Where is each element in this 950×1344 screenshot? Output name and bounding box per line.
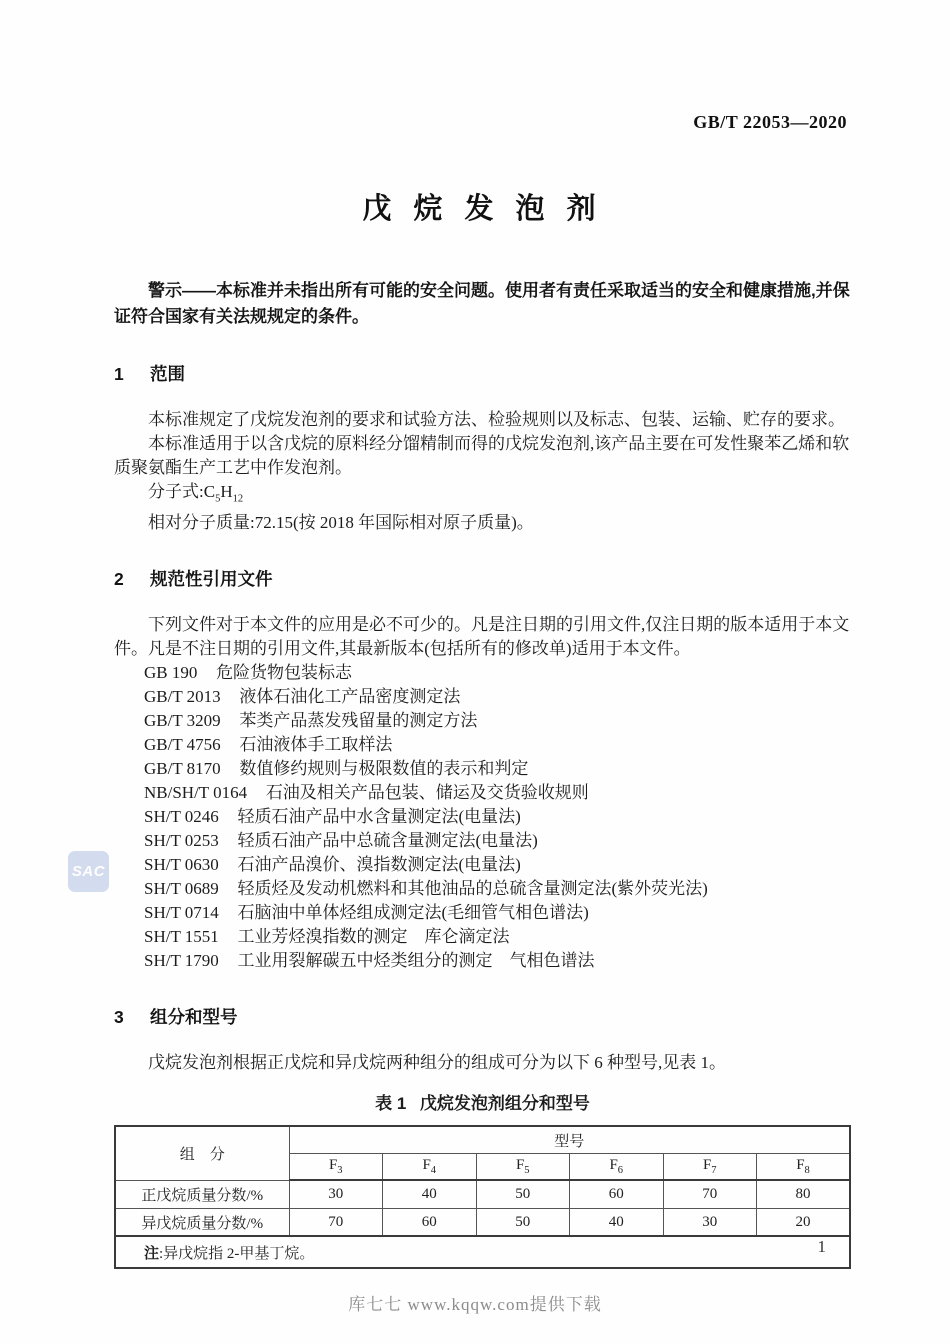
reference-code: NB/SH/T 0164 xyxy=(144,783,248,803)
reference-item xyxy=(114,733,851,757)
model-cell: $F_8$ xyxy=(757,1153,851,1180)
reference-item xyxy=(114,781,851,805)
table-note xyxy=(115,1236,850,1268)
reference-item xyxy=(114,709,851,733)
formula-c: C xyxy=(203,482,216,501)
section-1-paragraph-2: 本标准适用于以含戊烷的原料经分馏精制而得的戊烷发泡剂,该产品主要在可发性聚苯乙烯和软质聚氨酯生产工艺中作发泡剂。 xyxy=(114,434,850,477)
reference-item xyxy=(114,829,851,853)
molecular-mass: 相对分子质量:72.15(按 2018 年国际相对原子质量)。 xyxy=(148,513,534,533)
model-cell: $F_7$ xyxy=(663,1153,757,1180)
reference-code: SH/T 0246 xyxy=(144,807,219,827)
section-3-heading xyxy=(114,1004,851,1029)
sac-watermark-icon xyxy=(68,851,109,892)
formula-label: 分子式: xyxy=(148,482,204,501)
reference-code: SH/T 0714 xyxy=(144,903,219,923)
model-cell: $F_6$ xyxy=(570,1153,664,1180)
value-cell: 60 xyxy=(383,1208,477,1236)
section-1-title: 范围 xyxy=(149,364,185,384)
reference-title: 石油及相关产品包装、储运及交货验收规则 xyxy=(265,783,589,803)
molecular-formula xyxy=(114,480,851,511)
reference-code: GB 190 xyxy=(144,663,198,683)
table-1-caption-number: 表 1 xyxy=(375,1094,407,1114)
standard-number: GB/T 22053—2020 xyxy=(693,112,847,132)
page-number: 1 xyxy=(817,1237,826,1256)
reference-item xyxy=(114,925,851,949)
formula-h-subscript: 12 xyxy=(232,493,244,505)
table-header-component: 组 分 xyxy=(115,1126,289,1180)
value-cell: 70 xyxy=(289,1208,383,1236)
table-row xyxy=(115,1126,850,1153)
reference-title: 轻质石油产品中水含量测定法(电量法) xyxy=(237,807,521,827)
model-cell: $F_3$ xyxy=(289,1153,383,1180)
sac-watermark-label: SAC xyxy=(71,863,106,880)
reference-code: GB/T 3209 xyxy=(144,711,221,731)
reference-title: 苯类产品蒸发残留量的测定方法 xyxy=(239,711,478,731)
value-cell: 40 xyxy=(570,1208,664,1236)
warning-text: 警示——本标准并未指出所有可能的安全问题。使用者有责任采取适当的安全和健康措施,并保证符合国家有关法规规定的条件。 xyxy=(114,281,850,326)
value-cell: 60 xyxy=(570,1180,664,1208)
reference-code: GB/T 2013 xyxy=(144,687,221,707)
reference-title: 工业芳烃溴指数的测定 库仑滴定法 xyxy=(237,927,510,947)
reference-title: 液体石油化工产品密度测定法 xyxy=(239,687,461,707)
reference-title: 石脑油中单体烃组成测定法(毛细管气相色谱法) xyxy=(237,903,589,923)
reference-code: GB/T 8170 xyxy=(144,759,221,779)
section-3-number: 3 xyxy=(114,1007,124,1028)
document-title: 戊 烷 发 泡 剂 xyxy=(362,193,603,225)
reference-item xyxy=(114,661,851,685)
value-cell: 40 xyxy=(383,1180,477,1208)
row-label: 异戊烷质量分数/% xyxy=(115,1208,289,1236)
formula-h: H xyxy=(220,482,233,501)
reference-title: 危险货物包装标志 xyxy=(216,663,353,683)
section-2-title: 规范性引用文件 xyxy=(149,569,273,590)
value-cell: 30 xyxy=(663,1208,757,1236)
reference-title: 轻质石油产品中总硫含量测定法(电量法) xyxy=(237,831,538,851)
reference-title: 轻质烃及发动机燃料和其他油品的总硫含量测定法(紫外荧光法) xyxy=(237,879,708,899)
formula-c-subscript: 5 xyxy=(215,493,221,505)
reference-title: 工业用裂解碳五中烃类组分的测定 气相色谱法 xyxy=(237,951,595,971)
value-cell: 30 xyxy=(289,1180,383,1208)
reference-item xyxy=(114,805,851,829)
value-cell: 20 xyxy=(757,1208,851,1236)
section-2-intro: 下列文件对于本文件的应用是必不可少的。凡是注日期的引用文件,仅注日期的版本适用于本文件。凡是不注日期的引用文件,其最新版本(包括所有的修改单)适用于本文件。 xyxy=(114,615,850,659)
reference-code: GB/T 4756 xyxy=(144,735,221,755)
reference-title: 数值修约规则与极限数值的表示和判定 xyxy=(239,759,529,779)
section-2-heading xyxy=(114,566,851,591)
reference-item xyxy=(114,685,851,709)
value-cell: 50 xyxy=(476,1180,570,1208)
value-cell: 80 xyxy=(757,1180,851,1208)
table-1-caption xyxy=(114,1089,851,1114)
reference-item xyxy=(114,949,851,973)
document-content xyxy=(114,0,851,1269)
row-label: 正戊烷质量分数/% xyxy=(115,1180,289,1208)
reference-title: 石油产品溴价、溴指数测定法(电量法) xyxy=(237,855,521,875)
table-row xyxy=(115,1180,850,1208)
table-note-label: 注 xyxy=(144,1244,160,1262)
table-note-text: :异戊烷指 2-甲基丁烷。 xyxy=(159,1245,315,1262)
table-1 xyxy=(114,1125,851,1269)
reference-code: SH/T 0689 xyxy=(144,879,219,899)
reference-code: SH/T 0630 xyxy=(144,855,219,875)
section-3-title: 组分和型号 xyxy=(149,1007,238,1028)
model-cell: $F_4$ xyxy=(383,1153,477,1180)
table-header-model: 型号 xyxy=(289,1126,850,1153)
section-3-paragraph: 戊烷发泡剂根据正戊烷和异戊烷两种组分的组成可分为以下 6 种型号,见表 1。 xyxy=(148,1053,726,1073)
value-cell: 70 xyxy=(663,1180,757,1208)
section-1-heading xyxy=(114,361,851,386)
model-cell: $F_5$ xyxy=(476,1153,570,1180)
reference-item xyxy=(114,757,851,781)
table-row xyxy=(115,1208,850,1236)
reference-code: SH/T 1790 xyxy=(144,951,219,971)
reference-code: SH/T 1551 xyxy=(144,927,219,947)
section-1-paragraph-1: 本标准规定了戊烷发泡剂的要求和试验方法、检验规则以及标志、包装、运输、贮存的要求。 xyxy=(148,410,845,429)
table-row xyxy=(115,1236,850,1268)
value-cell: 50 xyxy=(476,1208,570,1236)
section-2-number: 2 xyxy=(114,569,124,590)
section-1-number: 1 xyxy=(114,364,124,384)
reference-item xyxy=(114,877,851,901)
reference-title: 石油液体手工取样法 xyxy=(239,735,393,755)
reference-code: SH/T 0253 xyxy=(144,831,219,851)
table-1-caption-text: 戊烷发泡剂组分和型号 xyxy=(419,1094,590,1114)
normative-references-list xyxy=(114,661,851,973)
footer-watermark: 库七七 www.kqqw.com提供下载 xyxy=(348,1295,602,1314)
reference-item xyxy=(114,901,851,925)
reference-item xyxy=(114,853,851,877)
